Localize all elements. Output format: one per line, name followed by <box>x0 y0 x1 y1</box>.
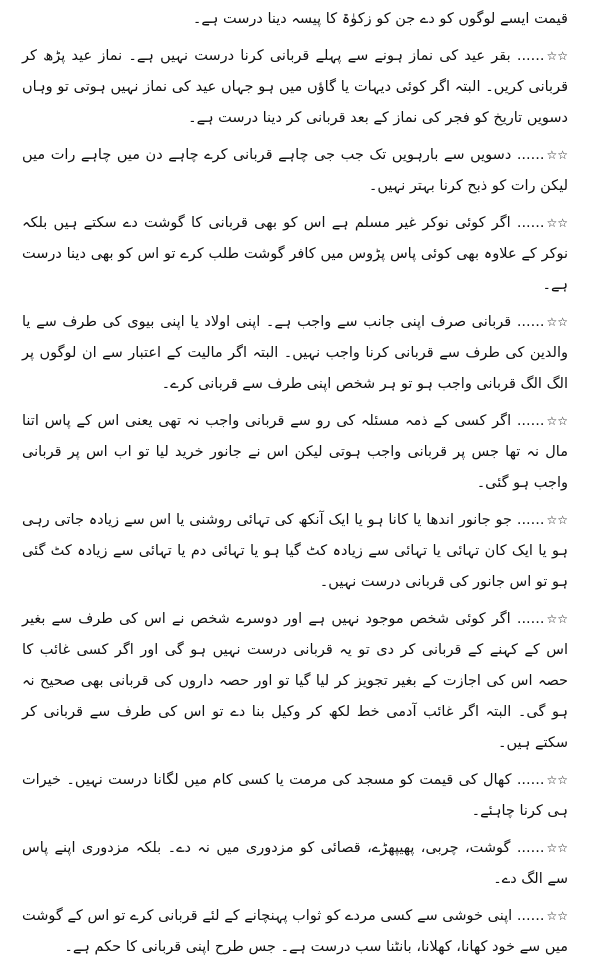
star-bullet-icon: ☆☆ <box>546 612 569 626</box>
paragraph-text: اگر کوئی نوکر غیر مسلم ہے اس کو بھی قربانی کا گوشت دے سکتے ہیں بلکہ نوکر کے علاوہ بھی کوئی پاس پڑوس میں کافر گوشت طلب کرے تو اس کو بھی دینا درست ہے۔ <box>22 215 568 293</box>
paragraph <box>22 4 568 35</box>
paragraph <box>22 833 568 895</box>
paragraph-text: بقر عید کی نماز ہونے سے پہلے قربانی کرنا درست نہیں ہے۔ نماز عید پڑھ کر قربانی کریں۔ البتہ اگر کوئی دیہات یا گاؤں میں ہو جہاں عید کی نماز نہیں ہوتی تو وہاں دسویں تاریخ کو فجر کی نماز کے بعد قربانی کر دینا درست ہے۔ <box>22 48 568 126</box>
paragraph-text: قیمت ایسے لوگوں کو دے جن کو زکوٰۃ کا پیسہ دینا درست ہے۔ <box>192 11 568 27</box>
paragraph-text: اگر کوئی شخص موجود نہیں ہے اور دوسرے شخص نے اس کی طرف سے بغیر اس کے کہنے کے قربانی کر دی تو یہ قربانی درست نہیں ہو گی اور اگر کسی غائب کا حصہ اس کی اجازت کے بغیر تجویز کر لیا گیا تو اور حصہ داروں کی قربانی بھی صحیح نہ ہو گی۔ البتہ اگر غائب آدمی خط لکھ کر وکیل بنا دے تو اس کی طرف سے قربانی کر سکتے ہیں۔ <box>22 611 568 751</box>
paragraph <box>22 406 568 499</box>
star-bullet-icon: ☆☆ <box>546 773 568 787</box>
dots-separator: ...... <box>516 840 545 856</box>
paragraph <box>22 208 568 301</box>
paragraph-text: جو جانور اندھا یا کانا ہو یا ایک آنکھ کی تہائی روشنی یا اس سے زیادہ جاتی رہی ہو یا ایک کان تہائی یا تہائی سے زیادہ کٹ گیا ہو یا تہائی دم یا تہائی سے زیادہ کٹ گئی ہو تو اس جانور کی قربانی درست نہیں۔ <box>22 512 568 590</box>
star-bullet-icon: ☆☆ <box>546 216 569 230</box>
dots-separator: ...... <box>516 413 545 429</box>
dots-separator: ...... <box>516 147 545 163</box>
dots-separator: ...... <box>516 611 545 627</box>
dots-separator: ...... <box>516 314 545 330</box>
dots-separator: ...... <box>516 908 545 924</box>
paragraph-text: کھال کی قیمت کو مسجد کی مرمت یا کسی کام میں لگانا درست نہیں۔ خیرات ہی کرنا چاہئے۔ <box>22 772 568 819</box>
star-bullet-icon: ☆☆ <box>546 841 568 855</box>
paragraph <box>22 604 568 759</box>
star-bullet-icon: ☆☆ <box>546 315 568 329</box>
star-bullet-icon: ☆☆ <box>546 49 569 63</box>
dots-separator: ...... <box>516 48 545 64</box>
dots-separator: ...... <box>516 512 545 528</box>
paragraph-text: گوشت، چربی، پھیپھڑے، قصائی کو مزدوری میں نہ دے۔ بلکہ مزدوری اپنے پاس سے الگ دے۔ <box>22 840 568 887</box>
paragraph <box>22 140 568 202</box>
star-bullet-icon: ☆☆ <box>546 414 568 428</box>
paragraph <box>22 41 568 134</box>
dots-separator: ...... <box>516 772 545 788</box>
paragraph <box>22 505 568 598</box>
star-bullet-icon: ☆☆ <box>546 909 568 923</box>
star-bullet-icon: ☆☆ <box>546 148 568 162</box>
paragraph-text: قربانی صرف اپنی جانب سے واجب ہے۔ اپنی اولاد یا اپنی بیوی کی طرف سے یا والدین کی طرف سے قربانی کرنا واجب نہیں۔ البتہ اگر مالیت کے اعتبار سے ان لوگوں پر الگ الگ قربانی واجب ہو تو ہر شخص اپنی طرف سے قربانی کرے۔ <box>22 314 568 392</box>
paragraph <box>22 307 568 400</box>
paragraph-text: دسویں سے بارہویں تک جب جی چاہے قربانی کرے چاہے دن میں چاہے رات میں لیکن رات کو ذبح کرنا بہتر نہیں۔ <box>22 147 568 194</box>
dots-separator: ...... <box>516 215 545 231</box>
paragraph <box>22 765 568 827</box>
paragraph-text: اپنی خوشی سے کسی مردے کو ثواب پہنچانے کے لئے قربانی کرے تو اس کے گوشت میں سے خود کھانا، کھلانا، بانٹنا سب درست ہے۔ جس طرح اپنی قربانی کا حکم ہے۔ <box>22 908 568 955</box>
paragraph <box>22 901 568 963</box>
star-bullet-icon: ☆☆ <box>546 513 569 527</box>
paragraph-text: اگر کسی کے ذمہ مسئلہ کی رو سے قربانی واجب نہ تھی یعنی اس کے پاس اتنا مال نہ تھا جس پر قربانی واجب ہوتی لیکن اس نے جانور خرید لیا تو اب اس پر قربانی واجب ہو گئی۔ <box>22 413 568 491</box>
